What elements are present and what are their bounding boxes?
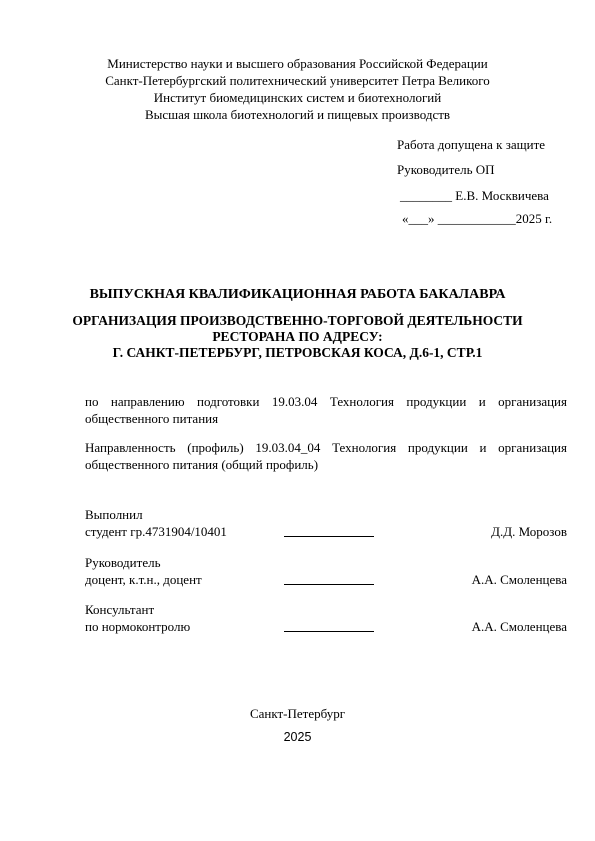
profile-line-2: общественного питания (общий профиль) xyxy=(85,457,319,472)
year-label: 2025 xyxy=(283,730,312,744)
school-line: Высшая школа биотехнологий и пищевых производств xyxy=(144,107,451,122)
supervisor-name: А.А. Смоленцева xyxy=(471,572,567,587)
student-detail: студент гр.4731904/10401 xyxy=(85,524,227,539)
student-role: Выполнил xyxy=(85,507,143,522)
institution-header xyxy=(0,55,595,123)
thesis-topic xyxy=(0,313,595,361)
university-line: Санкт-Петербургский политехнический университет Петра Великого xyxy=(105,73,490,88)
consultant-role: Консультант xyxy=(85,602,155,617)
direction-line-2: общественного питания xyxy=(85,411,219,426)
ministry-line: Министерство науки и высшего образования Российской Федерации xyxy=(107,56,488,71)
study-direction xyxy=(85,393,567,427)
supervisor-role: Руководитель xyxy=(85,555,161,570)
supervisor-detail: доцент, к.т.н., доцент xyxy=(85,572,202,587)
student-name: Д.Д. Морозов xyxy=(491,524,567,539)
supervisor-signature-blank xyxy=(284,584,374,585)
institute-line: Институт биомедицинских систем и биотехнологий xyxy=(153,90,442,105)
consultant-detail: по нормоконтролю xyxy=(85,619,191,634)
head-signature-line: ________ Е.В. Москвичева xyxy=(400,188,549,203)
student-signature-blank xyxy=(284,536,374,537)
profile-line-1: Направленность (профиль) 19.03.04_04 Технология продукции и организация xyxy=(85,440,567,455)
study-profile xyxy=(85,439,567,473)
student-signature-block xyxy=(85,506,567,540)
head-role-label: Руководитель ОП xyxy=(397,162,495,177)
work-type-title: ВЫПУСКНАЯ КВАЛИФИКАЦИОННАЯ РАБОТА БАКАЛАВРА xyxy=(89,287,506,302)
topic-line-2: РЕСТОРАНА ПО АДРЕСУ: xyxy=(212,329,383,344)
admitted-label: Работа допущена к защите xyxy=(397,137,546,152)
supervisor-signature-block xyxy=(85,554,567,588)
approval-date-line: «___» ____________2025 г. xyxy=(402,211,553,226)
consultant-signature-blank xyxy=(284,631,374,632)
city-label: Санкт-Петербург xyxy=(249,706,346,721)
consultant-name: А.А. Смоленцева xyxy=(471,619,567,634)
topic-line-3: Г. САНКТ-ПЕТЕРБУРГ, ПЕТРОВСКАЯ КОСА, Д.6-1, СТР.1 xyxy=(112,345,483,360)
consultant-signature-block xyxy=(85,601,567,635)
title-block xyxy=(0,286,595,361)
direction-line-1: по направлению подготовки 19.03.04 Технология продукции и организация xyxy=(85,394,567,409)
topic-line-1: ОРГАНИЗАЦИЯ ПРОИЗВОДСТВЕННО-ТОРГОВОЙ ДЕЯТЕЛЬНОСТИ xyxy=(72,313,523,328)
